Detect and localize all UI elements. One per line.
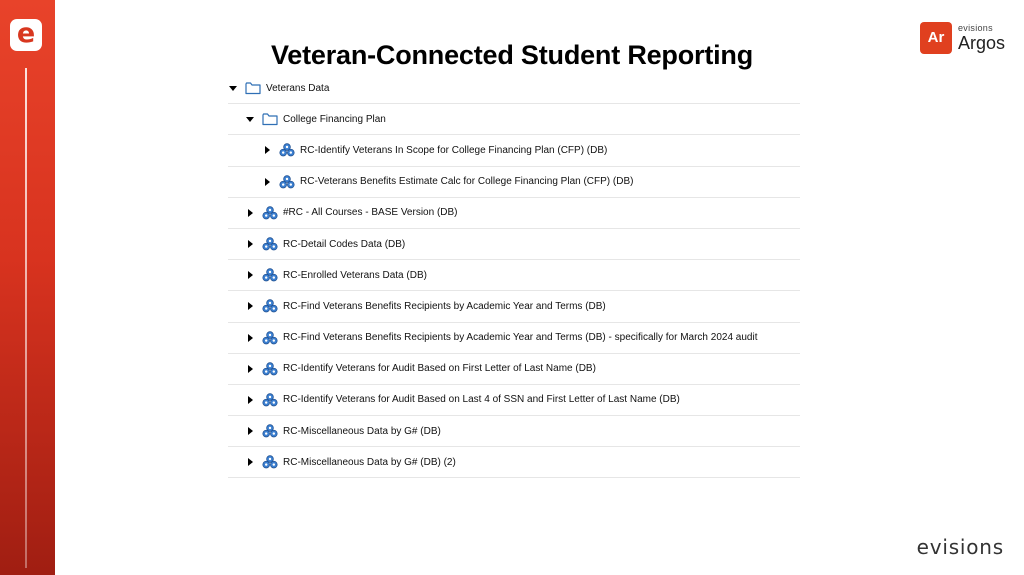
- tree-datablock-row[interactable]: [228, 198, 800, 229]
- collapse-arrow-right-icon[interactable]: [245, 426, 255, 436]
- explorer-tree: [228, 73, 800, 478]
- argos-logo-small-text: evisions: [958, 23, 993, 33]
- expand-arrow-down-icon[interactable]: [245, 114, 255, 124]
- tree-datablock-row[interactable]: [228, 323, 800, 354]
- collapse-arrow-right-icon[interactable]: [245, 208, 255, 218]
- tree-item-label[interactable]: RC-Veterans Benefits Estimate Calc for College Financing Plan (CFP) (DB): [300, 176, 634, 188]
- expand-arrow-down-icon[interactable]: [228, 83, 238, 93]
- tree-datablock-row[interactable]: [228, 260, 800, 291]
- datablock-icon: [262, 206, 278, 220]
- collapse-arrow-right-icon[interactable]: [262, 145, 272, 155]
- sidebar: [0, 0, 55, 575]
- evisions-e-logo: e: [10, 19, 42, 51]
- tree-datablock-row[interactable]: [228, 135, 800, 166]
- tree-item-label[interactable]: RC-Find Veterans Benefits Recipients by Academic Year and Terms (DB): [283, 300, 606, 312]
- argos-badge: Ar: [920, 22, 952, 54]
- collapse-arrow-right-icon[interactable]: [245, 457, 255, 467]
- tree-datablock-row[interactable]: [228, 291, 800, 322]
- collapse-arrow-right-icon[interactable]: [262, 177, 272, 187]
- slide-title: Veteran-Connected Student Reporting: [270, 40, 754, 70]
- tree-datablock-row[interactable]: [228, 416, 800, 447]
- collapse-arrow-right-icon[interactable]: [245, 395, 255, 405]
- tree-folder-row[interactable]: [228, 73, 800, 104]
- folder-icon: [262, 112, 278, 126]
- tree-item-label[interactable]: RC-Identify Veterans for Audit Based on Last 4 of SSN and First Letter of Last Name (DB): [283, 394, 680, 406]
- datablock-icon: [262, 299, 278, 313]
- tree-datablock-row[interactable]: [228, 385, 800, 416]
- tree-datablock-row[interactable]: [228, 447, 800, 478]
- evisions-footer-logo: evisions: [916, 535, 1004, 559]
- collapse-arrow-right-icon[interactable]: [245, 364, 255, 374]
- tree-datablock-row[interactable]: [228, 167, 800, 198]
- tree-datablock-row[interactable]: [228, 354, 800, 385]
- tree-item-label[interactable]: College Financing Plan: [283, 113, 386, 125]
- tree-item-label[interactable]: Veterans Data: [266, 82, 330, 94]
- tree-item-label[interactable]: RC-Identify Veterans for Audit Based on First Letter of Last Name (DB): [283, 363, 596, 375]
- datablock-icon: [262, 393, 278, 407]
- tree-item-label[interactable]: RC-Find Veterans Benefits Recipients by Academic Year and Terms (DB) - specifically for March 2024 audit: [283, 332, 758, 344]
- datablock-icon: [279, 175, 295, 189]
- collapse-arrow-right-icon[interactable]: [245, 239, 255, 249]
- tree-folder-row[interactable]: [228, 104, 800, 135]
- tree-item-label[interactable]: RC-Miscellaneous Data by G# (DB): [283, 425, 441, 437]
- collapse-arrow-right-icon[interactable]: [245, 270, 255, 280]
- argos-logo-big-text: Argos: [958, 33, 1006, 53]
- tree-item-label[interactable]: RC-Enrolled Veterans Data (DB): [283, 269, 427, 281]
- datablock-icon: [262, 268, 278, 282]
- collapse-arrow-right-icon[interactable]: [245, 301, 255, 311]
- datablock-icon: [262, 455, 278, 469]
- datablock-icon: [262, 237, 278, 251]
- folder-icon: [245, 81, 261, 95]
- tree-item-label[interactable]: RC-Identify Veterans In Scope for College Financing Plan (CFP) (DB): [300, 144, 608, 156]
- datablock-icon: [262, 362, 278, 376]
- tree-item-label[interactable]: RC-Miscellaneous Data by G# (DB) (2): [283, 456, 456, 468]
- collapse-arrow-right-icon[interactable]: [245, 333, 255, 343]
- datablock-icon: [279, 143, 295, 157]
- datablock-icon: [262, 424, 278, 438]
- argos-logo: [920, 20, 1015, 56]
- tree-item-label[interactable]: RC-Detail Codes Data (DB): [283, 238, 406, 250]
- datablock-icon: [262, 331, 278, 345]
- tree-datablock-row[interactable]: [228, 229, 800, 260]
- tree-item-label[interactable]: #RC - All Courses - BASE Version (DB): [283, 207, 458, 219]
- sidebar-divider-line: [25, 68, 27, 568]
